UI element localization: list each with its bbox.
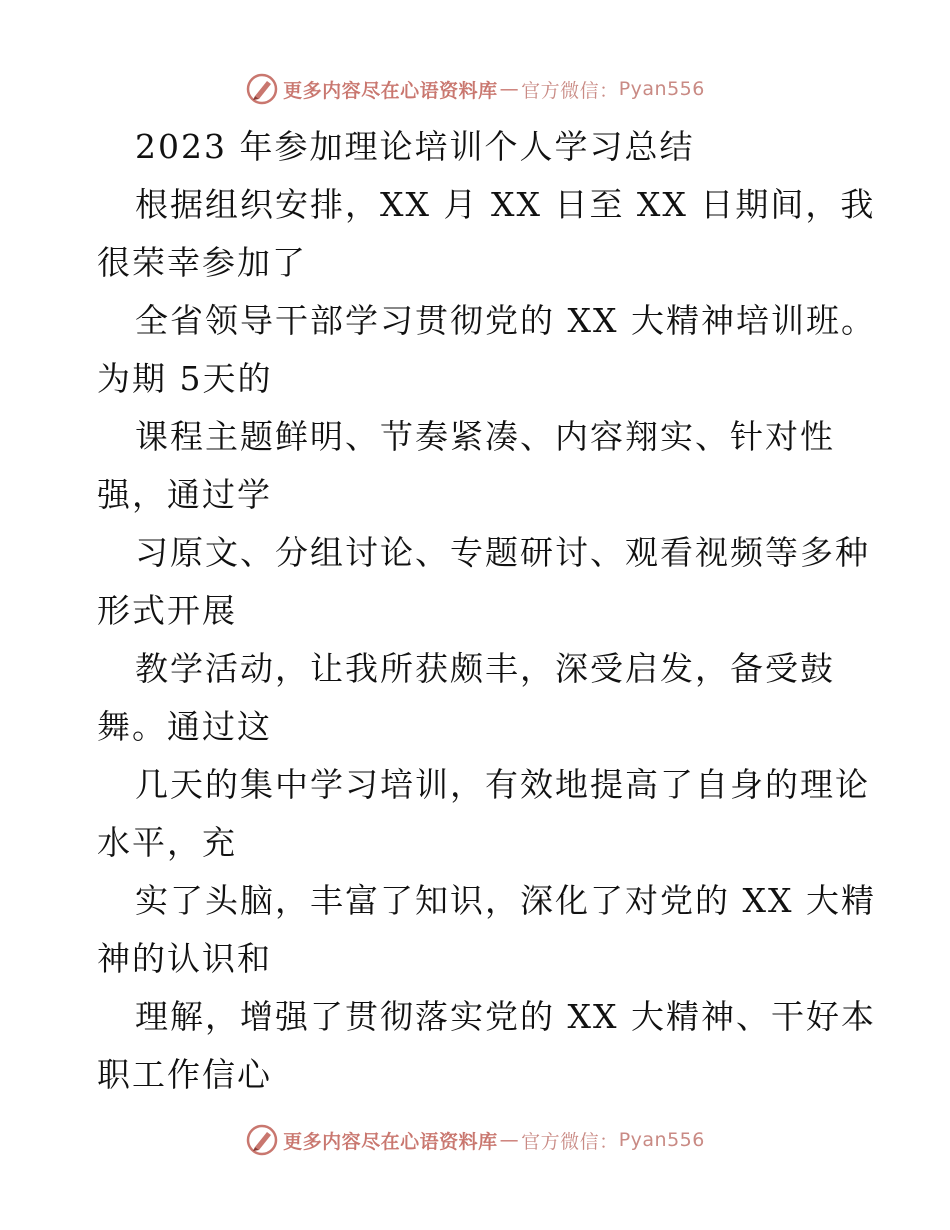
watermark-text: 更多内容尽在心语资料库: [283, 79, 498, 102]
paragraph-line: 舞。通过这: [97, 707, 272, 746]
paragraph-line: 神的认识和: [97, 939, 272, 978]
paragraph-line: 根据组织安排，XX 月 XX 日至 XX 日期间，我: [135, 185, 876, 224]
watermark-contact-id: Pyan556: [618, 78, 705, 100]
watermark-contact-id: Pyan556: [618, 1129, 705, 1151]
paragraph-line: 全省领导干部学习贯彻党的 XX 大精神培训班。: [135, 301, 876, 340]
paragraph-line: 水平，充: [97, 823, 237, 862]
paragraph-line: 实了头脑，丰富了知识，深化了对党的 XX 大精: [135, 881, 876, 920]
paragraph-line: 为期 5天的: [97, 359, 273, 398]
watermark-contact-label: 官方微信：: [521, 1130, 619, 1153]
pen-logo-icon: [245, 72, 279, 106]
watermark-contact-label: 官方微信：: [521, 79, 619, 102]
header-watermark: [0, 72, 950, 106]
paragraph-line: 职工作信心: [97, 1055, 272, 1094]
paragraph-line: 几天的集中学习培训，有效地提高了自身的理论: [135, 765, 870, 804]
footer-watermark: [0, 1123, 950, 1157]
paragraph-line: 教学活动，让我所获颇丰，深受启发，备受鼓: [135, 649, 835, 688]
paragraph-line: 形式开展: [97, 591, 237, 630]
watermark-separator: —: [499, 1129, 520, 1151]
document-body: [97, 118, 897, 1104]
pen-logo-icon: [245, 1123, 279, 1157]
watermark-text: 更多内容尽在心语资料库: [283, 1130, 498, 1153]
paragraph-line: 强，通过学: [97, 475, 272, 514]
paragraph-line: 理解，增强了贯彻落实党的 XX 大精神、干好本: [135, 997, 876, 1036]
paragraph-line: 习原文、分组讨论、专题研讨、观看视频等多种: [135, 533, 870, 572]
document-title: 2023 年参加理论培训个人学习总结: [135, 127, 695, 166]
paragraph-line: 课程主题鲜明、节奏紧凑、内容翔实、针对性: [135, 417, 835, 456]
watermark-separator: —: [499, 78, 520, 100]
paragraph-line: 很荣幸参加了: [97, 243, 307, 282]
